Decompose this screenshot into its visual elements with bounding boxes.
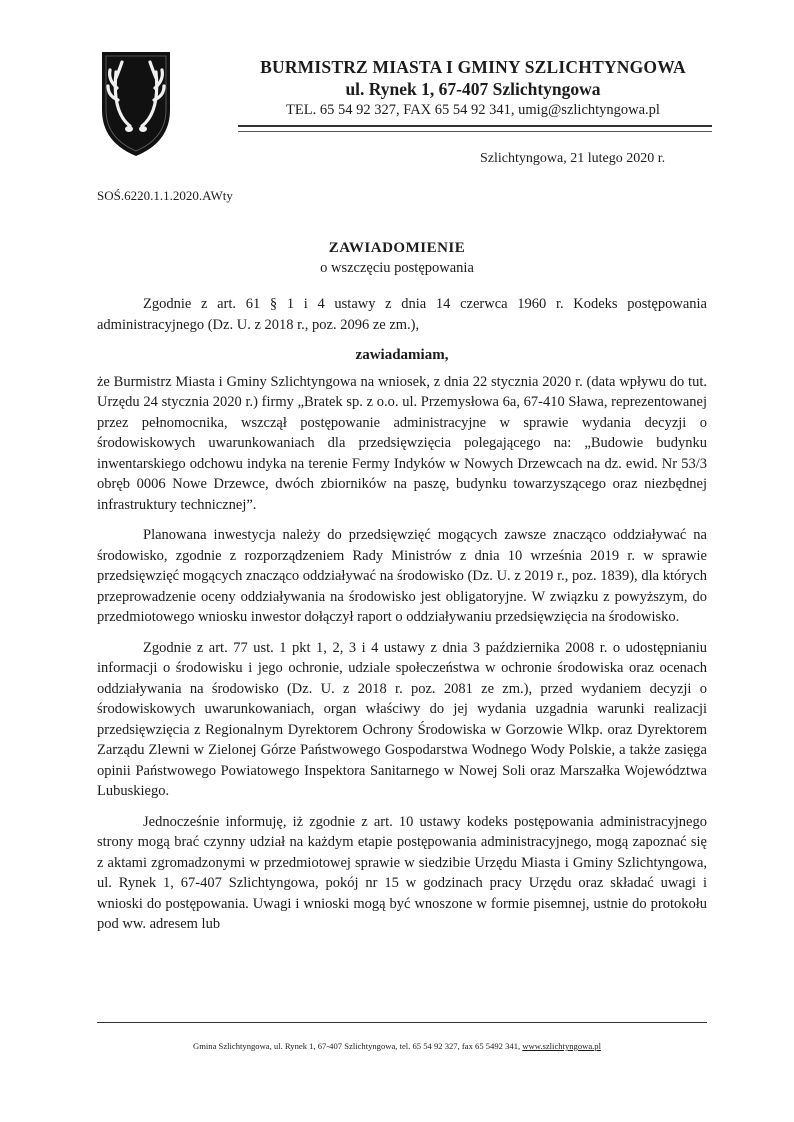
- letterhead: [188, 56, 758, 120]
- letterhead-address: ul. Rynek 1, 67-407 Szlichtyngowa: [345, 79, 601, 99]
- letterhead-contact: TEL. 65 54 92 327, FAX 65 54 92 341, umig@szlichtyngowa.pl: [286, 102, 660, 118]
- paragraph-participation: Jednocześnie informuję, iż zgodnie z art. 10 ustawy kodeks postępowania administracyjnego strony mogą brać czynny udział na każdym etapie postępowania administracyjnego, mogą zapoznać się z aktami zgromadzonymi w przedmiotowej sprawie w siedzibie Urzędu Miasta i Gminy Szlichtyngowa, ul. Rynek 1, 67-407 Szlichtyngowa, pokój nr 15 w godzinach pracy Urzędu oraz składać uwagi i wnioski do postępowania. Uwagi i wnioski mogą być wnoszone w formie pisemnej, ustnie do protokołu pod ww. adresem lub: [97, 813, 707, 932]
- document-body: [97, 294, 707, 945]
- footer-text: Gmina Szlichtyngowa, ul. Rynek 1, 67-407 Szlichtyngowa, tel. 65 54 92 327, fax 65 5492 341,: [193, 1041, 523, 1051]
- document-date: Szlichtyngowa, 21 lutego 2020 r.: [480, 151, 666, 166]
- letterhead-divider: [238, 125, 712, 132]
- paragraph-proceedings: że Burmistrz Miasta i Gminy Szlichtyngowa na wniosek, z dnia 22 stycznia 2020 r. (data wpływu do tut. Urzędu 24 stycznia 2020 r.) firmy „Bratek sp. z o.o. ul. Przemysłowa 6a, 67-410 Sława, reprezentowanej przez pełnomocnika, wszczął postępowanie administracyjne w sprawie wydania decyzji o środowiskowych uwarunkowaniach dla przedsięwzięcia polegającego na: „Budowie budynku inwentarskiego odchowu indyka na terenie Fermy Indyków w Nowych Drzewcach na dz. ewid. Nr 53/3 obręb 0006 Nowe Drzewce, dwóch zbiorników na paszę, budynku towarzyszącego oraz niezbędnej infrastruktury technicznej”.: [97, 373, 707, 513]
- footer-website-link[interactable]: www.szlichtyngowa.pl: [522, 1041, 601, 1051]
- reference-number: SOŚ.6220.1.1.2020.AWty: [97, 188, 233, 203]
- declaration: zawiadamiam,: [355, 347, 449, 363]
- paragraph-consultation: Zgodnie z art. 77 ust. 1 pkt 1, 2, 3 i 4 ustawy z dnia 3 października 2008 r. o udostępnianiu informacji o środowisku i jego ochronie, udziale społeczeństwa w ochronie środowiska oraz ocenach oddziaływania na środowisko (Dz. U. z 2018 r. poz. 2081 ze zm.), przed wydaniem decyzji o środowiskowych uwarunkowaniach, organ właściwy do jej wydania uzgadnia warunki realizacji przedsięwzięcia z Regionalnym Dyrektorem Ochrony Środowiska w Gorzowie Wlkp. oraz Dyrektorem Zarządu Zlewni w Zielonej Górze Państwowego Gospodarstwa Wodnego Wody Polskie, a także zasięga opinii Państwowego Powiatowego Inspektora Sanitarnego w Nowej Soli oraz Marszałka Województwa Lubuskiego.: [97, 639, 707, 799]
- coat-of-arms-antlers-icon: [100, 50, 172, 158]
- document-title: ZAWIADOMIENIE: [328, 240, 466, 256]
- document-subtitle: o wszczęciu postępowania: [320, 260, 474, 276]
- letterhead-title: BURMISTRZ MIASTA I GMINY SZLICHTYNGOWA: [260, 57, 686, 77]
- paragraph-investment: Planowana inwestycja należy do przedsięwzięć mogących zawsze znacząco oddziaływać na środowisko, zgodnie z rozporządzeniem Rady Ministrów z dnia 10 września 2019 r. w sprawie przedsięwzięć mogących znacząco oddziaływać na środowisko (Dz. U. z 2019 r., poz. 1839), dla których przeprowadzenie oceny oddziaływania na środowisko jest obligatoryjne. W związku z powyższym, do przedmiotowego wniosku inwestor dołączył raport o oddziaływaniu przedsięwzięcia na środowisko.: [97, 527, 707, 625]
- footer: [0, 1041, 794, 1051]
- footer-divider: [97, 1022, 707, 1023]
- paragraph-legal-basis: Zgodnie z art. 61 § 1 i 4 ustawy z dnia 14 czerwca 1960 r. Kodeks postępowania administracyjnego (Dz. U. z 2018 r., poz. 2096 ze zm.),: [97, 296, 707, 333]
